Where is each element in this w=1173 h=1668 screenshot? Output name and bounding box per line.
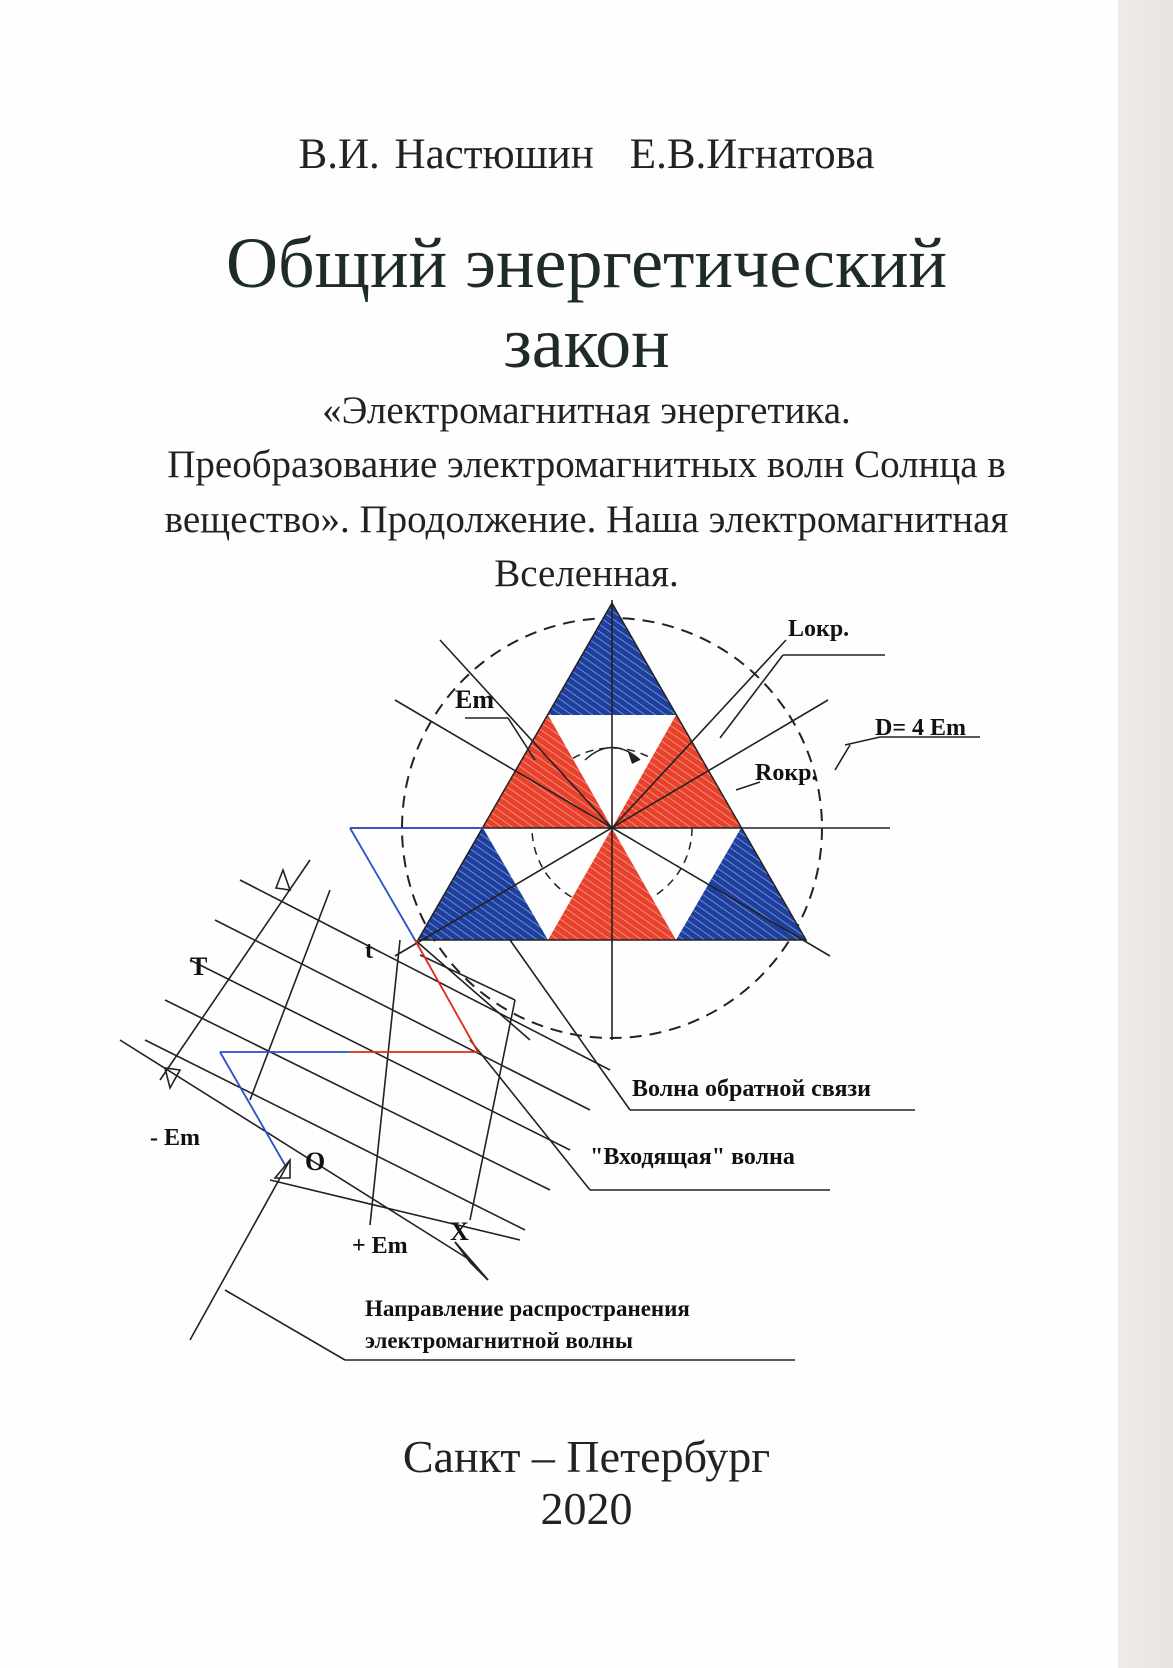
label-incoming-wave: "Входящая" волна [590,1144,795,1170]
label-t-upper: T [190,952,208,981]
subtitle-line-1: «Электромагнитная энергетика. [322,389,851,432]
title-line-2: закон [503,303,670,383]
title-line-1: Общий энергетический [225,223,948,303]
label-x: X [450,1217,469,1246]
subtitle-line-3: вещество». Продолжение. Наша электромагнитная [164,498,1009,541]
city: Санкт – Петербург [402,1431,771,1482]
label-l-okr: Lокр. [788,616,850,642]
label-o: O [305,1147,326,1176]
label-t-lower: t [365,938,373,964]
year: 2020 [540,1483,633,1534]
label-minus-em: - Em [150,1125,200,1151]
author-2: Е.В.Игнатова [629,131,875,178]
label-plus-em: + Em [352,1233,408,1259]
label-em-top: Em [455,685,494,714]
subtitle-line-2: Преобразование электромагнитных волн Солнца в [167,443,1006,486]
label-feedback-wave: Волна обратной связи [632,1076,871,1102]
author-1: В.И. Настюшин [298,131,594,178]
blue-wave [220,828,483,1165]
label-r-okr: Rокр. [755,760,818,786]
label-direction-1: Направление распространения [365,1296,690,1321]
label-d: D= 4 Em [875,715,967,741]
subtitle-line-4: Вселенная. [494,552,679,595]
label-direction-2: электромагнитной волны [365,1328,633,1353]
